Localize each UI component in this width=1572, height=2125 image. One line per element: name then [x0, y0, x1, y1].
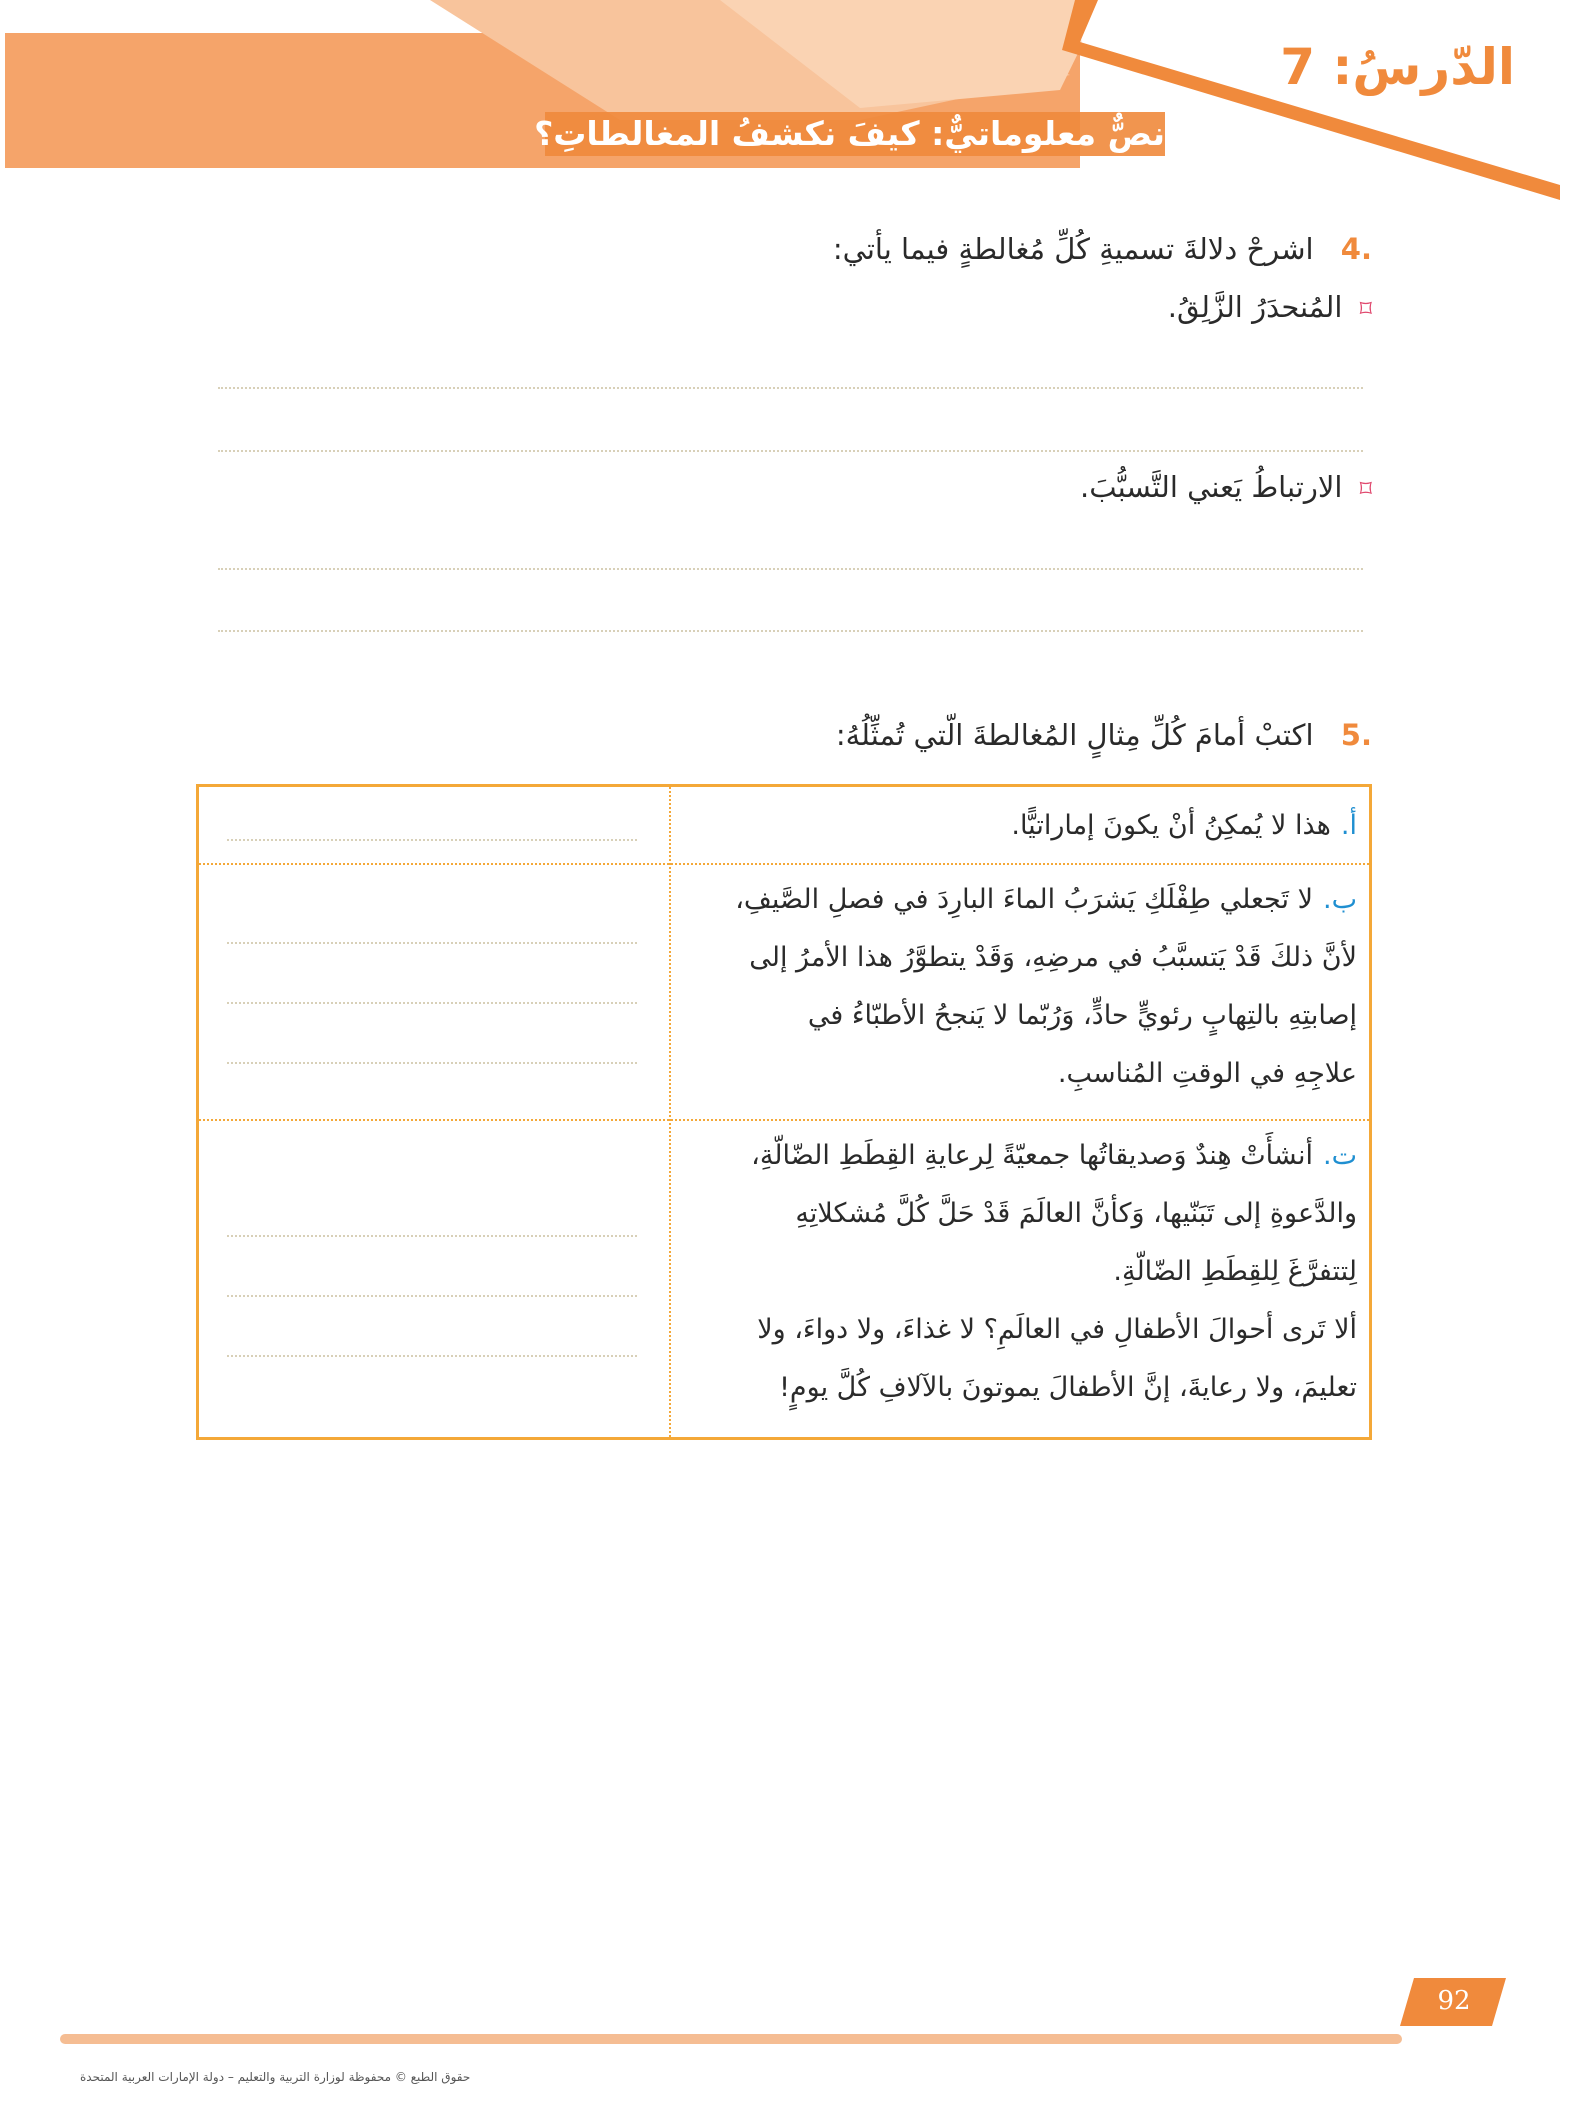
example-line: والدَّعوةِ إلى تَبَنّيها، وَكأنَّ العالَمَ قَدْ حَلَّ كُلَّ مُشكلاتِهِ — [795, 1198, 1357, 1229]
fallacy-table — [196, 784, 1372, 1440]
example-a — [697, 797, 1357, 855]
footer-bar — [60, 2034, 1402, 2044]
item-letter: ب. — [1322, 884, 1357, 915]
row-divider — [199, 1119, 1369, 1121]
column-divider — [669, 787, 671, 1437]
example-b — [697, 871, 1357, 1103]
lesson-subtitle: نصٌّ معلوماتيٌّ: كيفَ نكشفُ المغالطاتِ؟ — [534, 114, 1165, 153]
example-line: لأنَّ ذلكَ قَدْ يَتسبَّبُ في مرضِهِ، وَقَدْ يتطوَّرُ هذا الأمرُ إلى — [749, 942, 1357, 973]
item-letter: ت. — [1322, 1140, 1357, 1171]
answer-line[interactable] — [218, 630, 1363, 632]
question-5 — [836, 718, 1372, 752]
example-line: تعليمَ، ولا رعايةَ، إنَّ الأطفالَ يموتونَ بالآلافِ كُلَّ يومٍ! — [779, 1372, 1357, 1403]
answer-line[interactable] — [227, 1295, 637, 1297]
answer-line[interactable] — [227, 942, 637, 944]
example-line: ألا تَرى أحوالَ الأطفالِ في العالَمِ؟ لا غذاءَ، ولا دواءَ، ولا — [757, 1314, 1357, 1345]
question-prompt: اكتبْ أمامَ كُلِّ مِثالٍ المُغالطةَ الّتي تُمثِّلُهُ: — [835, 718, 1314, 752]
fallacy-name: المُنحدَرُ الزَّلِقُ. — [1167, 290, 1343, 324]
bullet-icon: ⌑ — [1359, 475, 1372, 503]
row-divider — [199, 863, 1369, 865]
question-number: .4 — [1340, 232, 1372, 266]
answer-line[interactable] — [227, 1002, 637, 1004]
answer-line[interactable] — [218, 387, 1363, 389]
answer-line[interactable] — [227, 1062, 637, 1064]
bullet-icon: ⌑ — [1359, 295, 1372, 323]
example-t — [697, 1127, 1357, 1417]
copyright-notice: حقوق الطبع © محفوظة لوزارة التربية والتعليم – دولة الإمارات العربية المتحدة — [80, 2070, 471, 2084]
fallacy-item — [1168, 290, 1372, 324]
answer-line[interactable] — [227, 839, 637, 841]
lesson-title: الدّرسُ: 7 — [1280, 38, 1515, 96]
answer-line[interactable] — [218, 450, 1363, 452]
example-line: علاجِهِ في الوقتِ المُناسبِ. — [1057, 1058, 1357, 1089]
answer-line[interactable] — [218, 568, 1363, 570]
example-line: إصابتِهِ بالتِهابٍ رئويٍّ حادٍّ، وَرُبّما لا يَنجحُ الأطبّاءُ في — [807, 1000, 1357, 1031]
page-number: 92 — [1437, 1986, 1471, 2016]
example-line: أنشأَتْ هِندٌ وَصديقاتُها جمعيّةً لِرعايةِ القِطَطِ الضّالّةِ، — [751, 1140, 1313, 1171]
example-line: لِتتفرَّغَ لِلقِطَطِ الضّالّةِ. — [1113, 1256, 1357, 1287]
example-line: هذا لا يُمكِنُ أنْ يكونَ إماراتيًّا. — [1011, 810, 1331, 841]
question-prompt: اشرحْ دلالةَ تسميةِ كُلِّ مُغالطةٍ فيما يأتي: — [832, 232, 1314, 266]
answer-line[interactable] — [227, 1355, 637, 1357]
question-4 — [833, 232, 1372, 266]
fallacy-name: الارتباطُ يَعني التَّسبُّبَ. — [1079, 470, 1343, 504]
fallacy-item — [1080, 470, 1372, 504]
question-number: .5 — [1340, 718, 1372, 752]
example-line: لا تَجعلي طِفْلَكِ يَشرَبُ الماءَ البارِدَ في فصلِ الصَّيفِ، — [735, 884, 1313, 915]
item-letter: أ. — [1340, 810, 1357, 841]
answer-line[interactable] — [227, 1235, 637, 1237]
